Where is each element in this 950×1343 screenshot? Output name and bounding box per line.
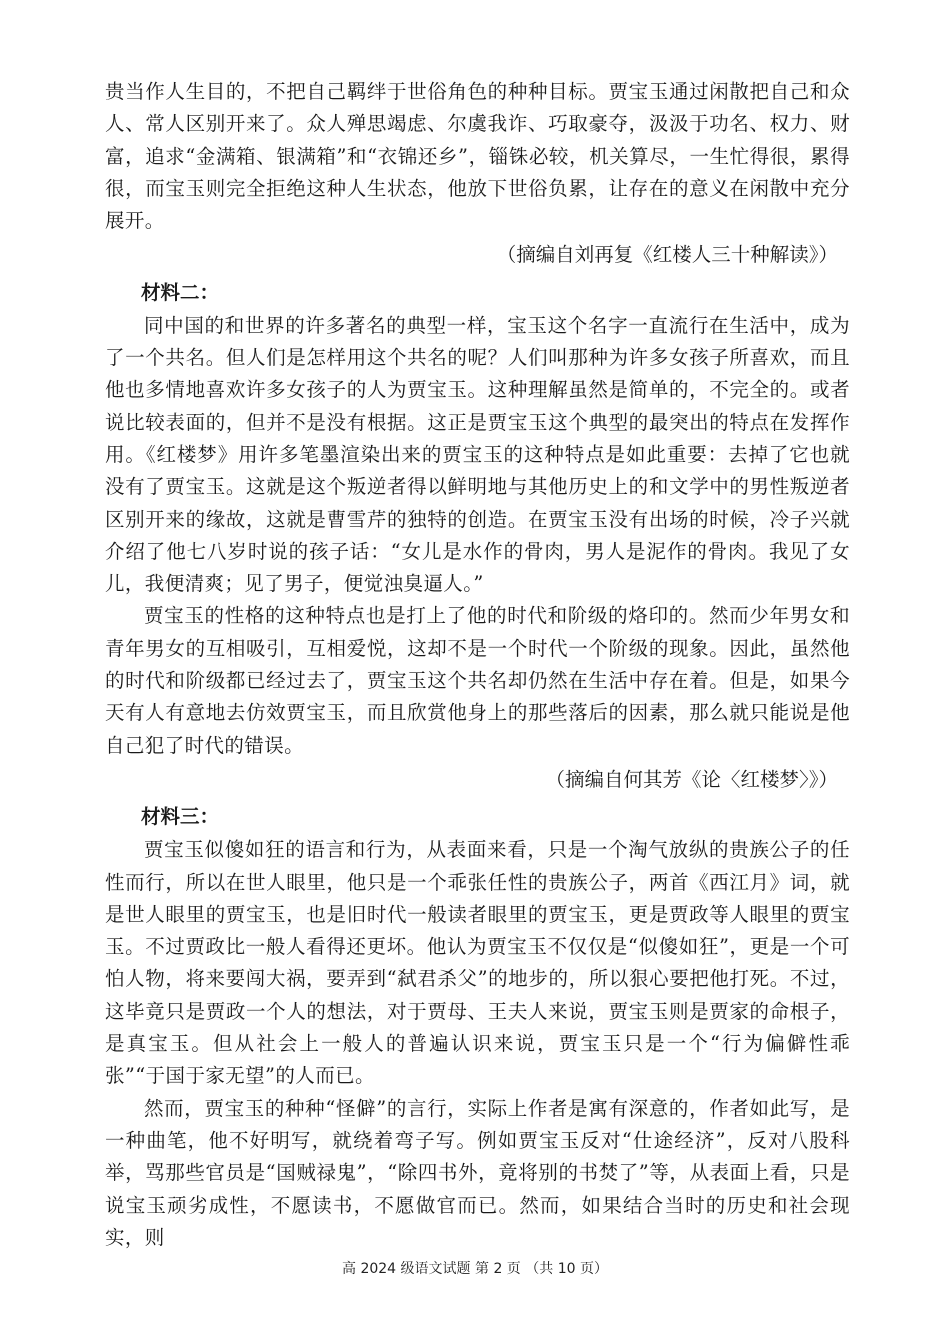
- material2-paragraph-2: 贾宝玉的性格的这种特点也是打上了他的时代和阶级的烙印的。然而少年男女和青年男女的互相吸引，互相爱悦，这却不是一个时代一个阶级的现象。因此，虽然他的时代和阶级都已经过去了，贾宝玉这个共名却仍然在生活中存在着。但是，如果今天有人有意地去仿效贾宝玉，而且欣赏他身上的那些落后的因素，那么就只能说是他自己犯了时代的错误。: [105, 604, 850, 757]
- page-footer: 高 2024 级语文试题 第 2 页 （共 10 页）: [342, 1261, 608, 1277]
- document-page: [105, 76, 850, 1254]
- material1-source: （摘编自刘再复《红楼人三十种解读》）: [496, 243, 838, 267]
- material2-source: （摘编自何其芳《论〈红楼梦〉》）: [545, 767, 838, 791]
- material2-heading: 材料二：: [141, 280, 220, 304]
- material1-tail-paragraph: 贵当作人生目的，不把自己羁绊于世俗角色的种种目标。贾宝玉通过闲散把自己和众人、常人区别开来了。众人殚思竭虑、尔虞我诈、巧取豪夺，汲汲于功名、权力、财富，追求“金满箱、银满箱”和“衣锦还乡”，锱铢必较，机关算尽，一生忙得很，累得很，而宝玉则完全拒绝这种人生状态，他放下世俗负累，让存在的意义在闲散中充分展开。: [105, 80, 850, 233]
- material2-paragraph-1: 同中国的和世界的许多著名的典型一样，宝玉这个名字一直流行在生活中，成为了一个共名。但人们是怎样用这个共名的呢？人们叫那种为许多女孩子所喜欢，而且他也多情地喜欢许多女孩子的人为贾宝玉。这种理解虽然是简单的，不完全的。或者说比较表面的，但并不是没有根据。这正是贾宝玉这个典型的最突出的特点在发挥作用。《红楼梦》用许多笔墨渲染出来的贾宝玉的这种特点是如此重要：去掉了它也就没有了贾宝玉。这就是这个叛逆者得以鲜明地与其他历史上的和文学中的男性叛逆者区别开来的缘故，这就是曹雪芹的独特的创造。在贾宝玉没有出场的时候，冷子兴就介绍了他七八岁时说的孩子话：“女儿是水作的骨肉，男人是泥作的骨肉。我见了女儿，我便清爽；见了男子，便觉浊臭逼人。”: [105, 313, 850, 596]
- material3-heading: 材料三：: [141, 805, 220, 829]
- material3-paragraph-1: 贾宝玉似傻如狂的语言和行为，从表面来看，只是一个淘气放纵的贵族公子的任性而行，所以在世人眼里，他只是一个乖张任性的贵族公子，两首《西江月》词，就是世人眼里的贾宝玉，也是旧时代一般读者眼里的贾宝玉，更是贾政等人眼里的贾宝玉。不过贾政比一般人看得还更坏。他认为贾宝玉不仅仅是“似傻如狂”，更是一个可怕人物，将来要闯大祸，要弄到“弑君杀父”的地步的，所以狠心要把他打死。不过，这毕竟只是贾政一个人的想法，对于贾母、王夫人来说，贾宝玉则是贾家的命根子，是真宝玉。但从社会上一般人的普遍认识来说，贾宝玉只是一个“行为偏僻性乖张”“于国于家无望”的人而已。: [105, 838, 850, 1088]
- material3-paragraph-2: 然而，贾宝玉的种种“怪僻”的言行，实际上作者是寓有深意的，作者如此写，是一种曲笔，他不好明写，就绕着弯子写。例如贾宝玉反对“仕途经济”，反对八股科举，骂那些官员是“国贼禄鬼”，“除四书外，竟将别的书焚了”等，从表面上看，只是说宝玉顽劣成性，不愿读书，不愿做官而已。然而，如果结合当时的历史和社会现实，则: [105, 1096, 850, 1249]
